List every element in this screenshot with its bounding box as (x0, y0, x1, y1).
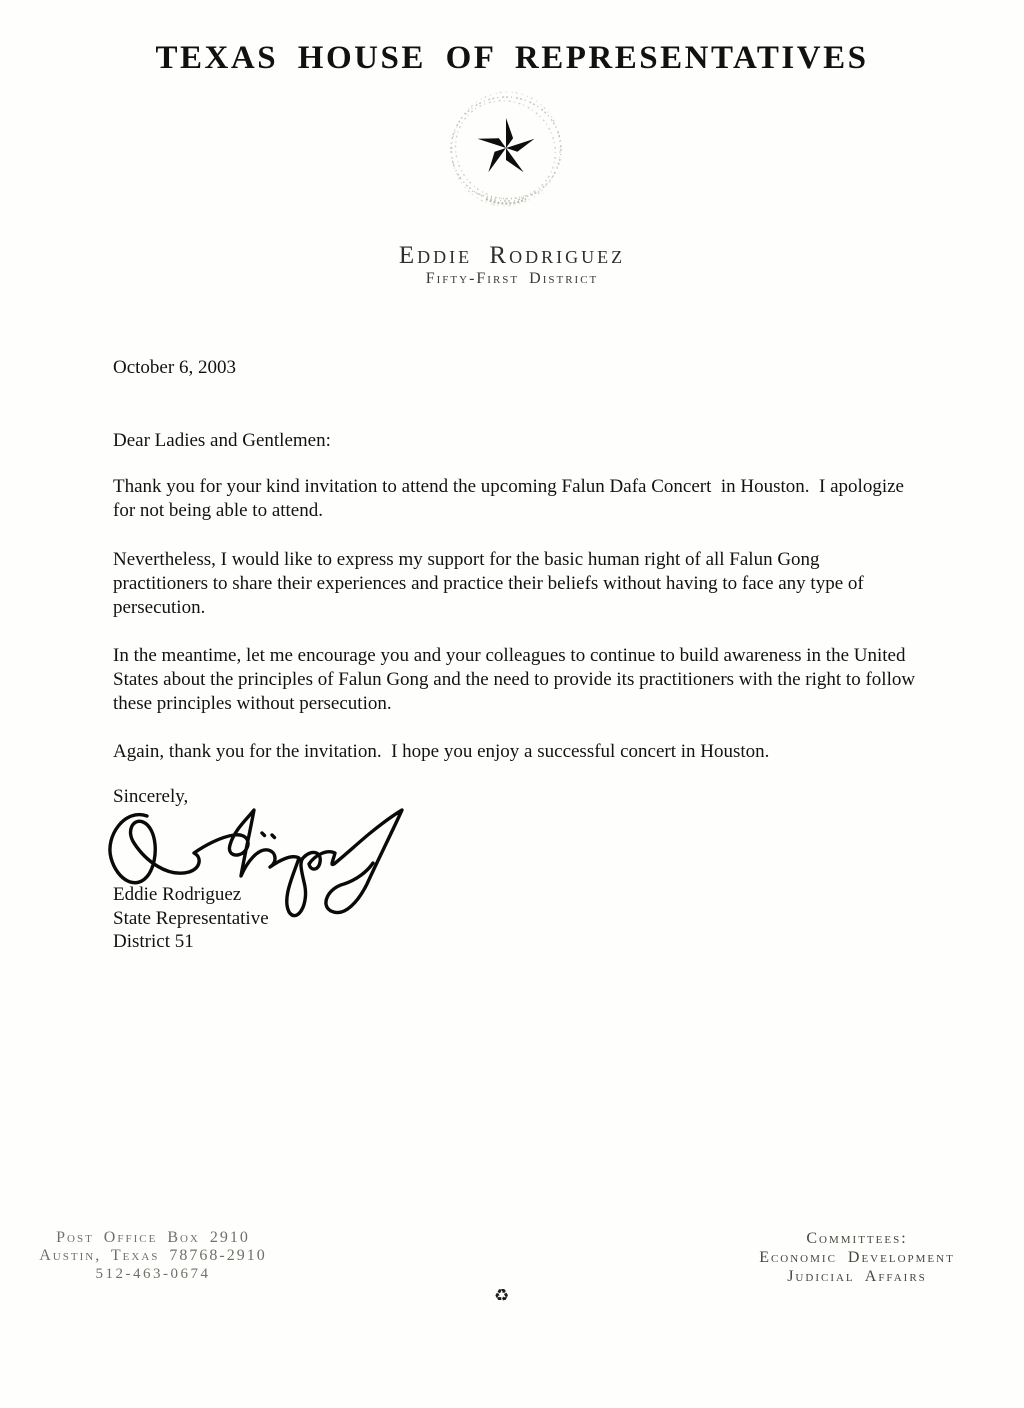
signer-name: Eddie Rodriguez (113, 884, 242, 905)
texas-star-seal-icon (441, 88, 571, 210)
letter-date: October 6, 2003 (113, 357, 236, 378)
footer-address-block (8, 1229, 298, 1283)
signer-title: State Representative (113, 908, 269, 929)
representative-name: Eddie Rodriguez (398, 242, 626, 269)
representative-district: Fifty-First District (425, 270, 599, 287)
committees-label: Committees: (806, 1230, 908, 1247)
letterhead-title: TEXAS HOUSE OF REPRESENTATIVES (155, 40, 869, 76)
address-line-po-box: Post Office Box 2910 (56, 1229, 250, 1246)
letter-salutation: Dear Ladies and Gentlemen: (113, 430, 331, 451)
letter-paragraph: In the meantime, let me encourage you and your colleagues to continue to build awareness in the United States about the principles of Falun Gong and the need to provide its practitioners with the right to follow these principles without persecution. (113, 645, 920, 714)
letter-closing: Sincerely, (113, 786, 189, 807)
address-line-city: Austin, Texas 78768-2910 (39, 1247, 267, 1264)
address-line-phone: 512-463-0674 (95, 1266, 211, 1282)
committee-item: Judicial Affairs (787, 1268, 927, 1285)
signer-district: District 51 (113, 931, 194, 952)
letter-paragraph: Again, thank you for the invitation. I hope you enjoy a successful concert in Houston. (113, 741, 770, 762)
footer-committees-block (712, 1229, 1002, 1286)
letter-paragraph: Thank you for your kind invitation to attend the upcoming Falun Dafa Concert in Houston. I apologize for not being able to attend. (113, 476, 909, 521)
letter-paragraph: Nevertheless, I would like to express my support for the basic human right of all Falun Gong practitioners to share their experiences and practice their beliefs without having to face any type of persecution. (113, 549, 869, 618)
committee-item: Economic Development (759, 1249, 955, 1266)
recycle-icon: ♻ (494, 1286, 510, 1306)
